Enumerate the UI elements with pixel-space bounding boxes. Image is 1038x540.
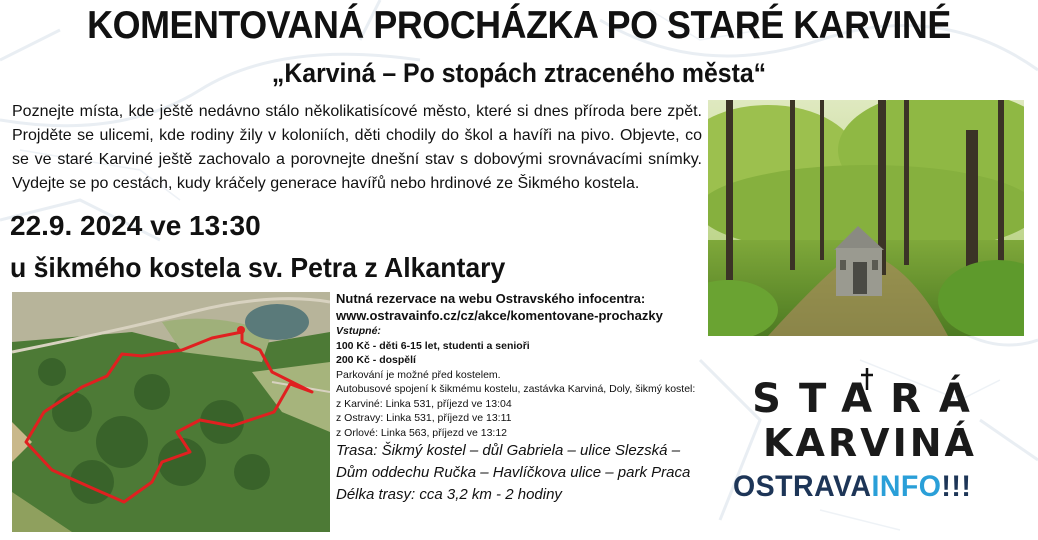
event-place: u šikmého kostela sv. Petra z Alkantary <box>10 252 506 283</box>
forest-chapel-photo <box>708 100 1024 336</box>
stara-karvina-logo <box>750 368 990 468</box>
intro-paragraph: Poznejte místa, kde ještě nedávno stálo několikatisícové město, které si dnes příroda bere zpět. Projděte se ulicemi, kde rodiny žily v koloniích, děti chodily do škol a havíři na pivo. Objevte, co se ve staré Karviné ještě zachovalo a porovnejte dnešní stav s dobovými srovnávacími snímky. Vydejte se po cestách, kudy kráčely generace havířů nebo hrdinové ze Šikmého kostela. <box>12 103 702 192</box>
reservation-url[interactable]: www.ostravainfo.cz/cz/akce/komentovane-prochazky <box>336 308 663 323</box>
logo-info-part: INFO <box>871 470 942 503</box>
reservation-note: Nutná rezervace na webu Ostravského infocentra: <box>336 291 646 306</box>
practical-info <box>336 290 706 506</box>
logo-ostrava-part: OSTRAVA <box>733 470 872 503</box>
route-length: Délka trasy: cca 3,2 km - 2 hodiny <box>336 486 562 503</box>
route-line-1: Trasa: Šikmý kostel – důl Gabriela – ulice Slezská – <box>336 442 681 459</box>
page-title: KOMENTOVANÁ PROCHÁZKA PO STARÉ KARVINÉ <box>87 4 951 47</box>
bus-ostrava: z Ostravy: Linka 531, příjezd ve 13:11 <box>336 412 512 424</box>
bus-karvina: z Karviné: Linka 531, příjezd ve 13:04 <box>336 397 512 410</box>
ostravainfo-logo <box>733 470 971 504</box>
bus-intro: Autobusové spojení k šikmému kostelu, zastávka Karviná, Doly, šikmý kostel: <box>336 383 696 395</box>
logo-exclamations: !!! <box>941 470 972 503</box>
price-adults: 200 Kč - dospělí <box>336 354 416 366</box>
logo-stara-text: STARÁ <box>752 376 988 422</box>
bus-orlova: z Orlové: Linka 563, příjezd ve 13:12 <box>336 426 508 439</box>
page-subtitle: „Karviná – Po stopách ztraceného města“ <box>271 58 767 88</box>
route-line-2: Dům oddechu Ručka – Havlíčkova ulice – park Praca <box>336 464 691 481</box>
admission-label: Vstupné: <box>336 325 381 337</box>
price-kids: 100 Kč - děti 6-15 let, studenti a senioři <box>336 339 530 352</box>
parking-note: Parkování je možné před kostelem. <box>336 368 501 381</box>
logo-karvina-text: KARVINÁ <box>763 421 977 465</box>
route-map <box>12 292 330 532</box>
event-date: 22.9. 2024 ve 13:30 <box>10 210 261 241</box>
